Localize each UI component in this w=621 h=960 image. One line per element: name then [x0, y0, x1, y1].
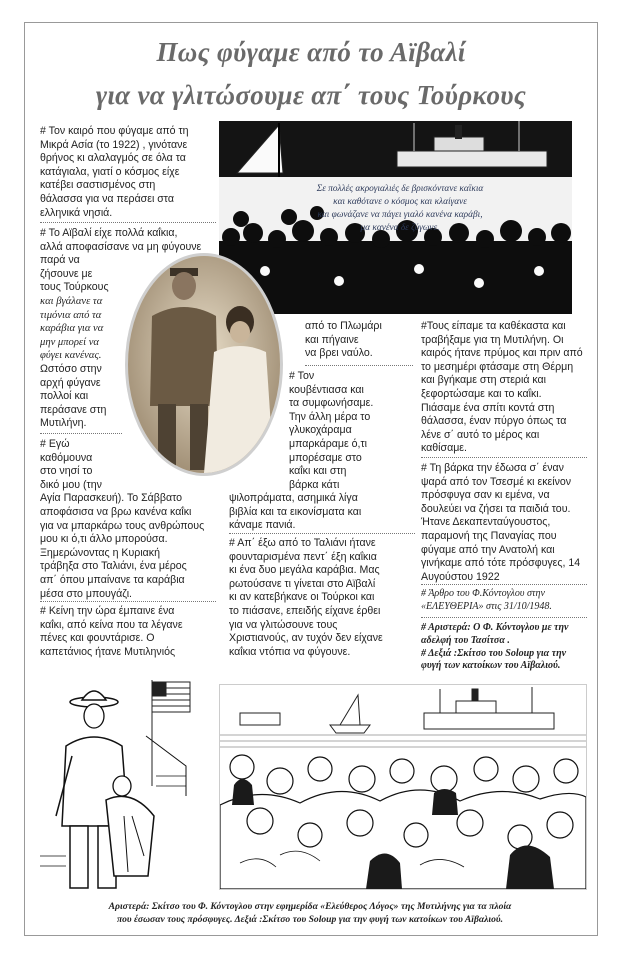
- text-line: κατάγιαλα, γιατί ο κόσμος είχε: [40, 165, 180, 178]
- text-line: κι αν κατεβήκανε οι Τούρκοι και: [229, 591, 375, 604]
- text-line: αλλά αποφασίσανε να μη φύγουνε: [40, 240, 202, 253]
- text-line: φυγή των κατοίκων του Αϊβαλιού.: [421, 660, 561, 672]
- text-line: Την άλλη μέρα το: [289, 410, 371, 423]
- text-line: γλυκοχάραμα: [289, 424, 352, 437]
- text-line: Χριστιανούς, αν τυχόν δεν είχανε: [229, 632, 383, 645]
- divider: [40, 601, 216, 602]
- text-line: για να γλιτώσουνε τους: [229, 618, 338, 631]
- text-line: καΐκια ντόπια να φύγουνε.: [229, 645, 351, 658]
- text-line: Μικρά Ασία (το 1922) , γινότανε: [40, 138, 188, 151]
- text-line: βάρκα κάτι: [289, 478, 340, 491]
- text-line: # Απ΄ έξω από το Ταλιάνι ήτανε: [229, 537, 376, 549]
- caption-line-2: που έσωσαν τους πρόσφυγες. Δεξιά :Σκίτσο του Soloup για την φυγή των κατοίκων του Αϊβαλιού.: [117, 913, 503, 925]
- text-line: τιμόνια από τα: [40, 309, 102, 321]
- text-line: καπετάνιος ήτανε Μυτιληνιός: [40, 645, 176, 658]
- col1-paragraph-2: [40, 227, 218, 431]
- text-line: ρωτούσανε τι γίνεται στο Αϊβαλί: [229, 577, 376, 590]
- col2-paragraph-3: [229, 537, 419, 659]
- text-line: καιρός ήτανε πρύμος και πριν από: [421, 347, 583, 360]
- text-line: πρόσφυγα σαν κι εμένα, να: [421, 489, 550, 502]
- text-line: το μεσημέρι φτάσαμε στη Θέρμη: [421, 360, 574, 373]
- text-line: θάλασσα, έναν πύργο όπως τα: [421, 415, 567, 428]
- text-line: τα συμφωνήσαμε.: [289, 397, 374, 410]
- text-line: και βγάλανε τα: [40, 295, 103, 307]
- col1-paragraph-3: [40, 438, 220, 601]
- text-line: και βγήκαμε στη στεριά και: [421, 374, 547, 387]
- text-line: καθίσαμε.: [421, 442, 467, 455]
- divider: [40, 222, 216, 223]
- text-line: παρά να: [40, 254, 80, 267]
- text-line: βιβλία και τα εικονίσματα και: [229, 505, 362, 518]
- col1-paragraph-4: [40, 605, 220, 659]
- text-line: καΐκι, από κείνα που τα λέγανε: [40, 618, 183, 631]
- bottom-caption: [70, 901, 550, 926]
- text-line: ξεφορτώσαμε και το καΐκι.: [421, 387, 542, 400]
- text-line: τραβήξαμε για τη Μυτιλήνη. Οι: [421, 333, 564, 346]
- text-line: «ΕΛΕΥΘΕΡΙΑ» στις 31/10/1948.: [421, 600, 552, 612]
- text-line: ψαρά από τον Τσεσμέ κι εκείνον: [421, 475, 572, 488]
- text-line: φύγει κανένας.: [40, 350, 102, 362]
- engraving-quote: [232, 183, 568, 235]
- page-title-line-2: για να γλιτώσουμε απ΄ τους Τούρκους: [95, 80, 527, 110]
- text-line: πολλοί και: [40, 390, 89, 403]
- text-line: θάλασσα για να περάσει στα: [40, 192, 174, 205]
- text-line: Ξημερώνοντας η Κυριακή: [40, 546, 160, 559]
- text-line: # Το Αϊβαλί είχε πολλά καΐκια,: [40, 227, 178, 239]
- page-title-line-1: Πως φύγαμε από το Αϊβαλί: [156, 37, 466, 67]
- text-line: # Εγώ: [40, 438, 70, 450]
- text-line: απ΄ όπου μπαίνανε τα καράβια: [40, 573, 185, 586]
- text-line: ζήσουνε με: [40, 267, 93, 280]
- divider: [229, 533, 415, 534]
- text-line: # Κείνη την ώρα έμπαινε ένα: [40, 605, 175, 617]
- text-line: Ωστόσο στην: [40, 362, 102, 375]
- engraving-quote-line: και καθότανε ο κόσμος και κλαίγανε: [333, 197, 467, 207]
- text-line: μπορέσαμε στο: [289, 451, 362, 464]
- text-line: και πήγαινε: [305, 333, 359, 346]
- text-line: # Αριστερά: Ο Φ. Κόντογλου με την: [421, 622, 569, 633]
- text-line: λένε σ΄ αυτό το μέρος και: [421, 428, 540, 441]
- text-line: για να μπαρκάρω τους ανθρώπους: [40, 519, 205, 532]
- text-line: # Τη βάρκα την έδωσα σ΄ έναν: [421, 462, 564, 474]
- text-line: κουβέντιασα και: [289, 383, 364, 396]
- engraving-quote-line: μα κανένα δε ζύγωνε.: [360, 223, 440, 233]
- text-line: Ήτανε Δεκαπενταύγουστος,: [421, 516, 551, 529]
- text-line: καθόμουνα: [40, 451, 93, 464]
- col2-paragraph-2: [289, 370, 415, 492]
- text-line: # Τον καιρό που φύγαμε από τη: [40, 125, 189, 137]
- image-credits-note: [421, 622, 593, 673]
- text-line: γινήκαμε από τότε πρόσφυγες, 14: [421, 557, 581, 570]
- text-line: να βρει ναύλο.: [305, 347, 373, 360]
- text-line: #Τους είπαμε τα καθέκαστα και: [421, 320, 566, 332]
- text-line: ελληνικά νησιά.: [40, 206, 113, 219]
- text-line: το πιάσανε, επειδής είχανε έρθει: [229, 604, 381, 617]
- text-line: κι ένα δυο μεγάλα καράβια. Μας: [229, 564, 380, 577]
- text-line: καράβια για να: [40, 323, 104, 335]
- text-line: παραμονή της Παναγίας που: [421, 529, 557, 542]
- text-line: δικό μου (την: [40, 478, 102, 491]
- text-line: περάσανε στη: [40, 403, 107, 416]
- text-line: Μυτιλήνη.: [40, 417, 87, 430]
- text-line: από το Πλωμάρι: [305, 320, 382, 332]
- text-line: κάναμε πανιά.: [229, 519, 296, 532]
- col3-paragraph-2: [421, 462, 591, 584]
- text-line: # Άρθρο του Φ.Κόντογλου στην: [421, 588, 545, 599]
- text-line: # Δεξιά :Σκίτσο του Soloup για την: [421, 647, 567, 659]
- text-line: αρχή φύγανε: [40, 376, 101, 389]
- col1-paragraph-1: [40, 125, 218, 220]
- text-line: τους Τούρκους: [40, 281, 109, 294]
- text-line: καΐκι και στη: [289, 465, 347, 478]
- engraving-quote-line: Σε πολλές ακρογιαλιές δε βρισκόντανε καΐκια: [316, 184, 484, 194]
- article-source-note: [421, 588, 593, 614]
- col2-paragraph-2-continued: [229, 492, 415, 533]
- col2-paragraph-1: [305, 320, 415, 361]
- divider: [40, 433, 122, 434]
- text-line: μέσα στο μπουγάζι.: [40, 587, 132, 600]
- divider: [421, 617, 587, 618]
- text-line: τράβηξα στο Ταλιάνι, ένα μέρος: [40, 560, 187, 573]
- text-line: Αγία Παρασκευή). Το Σάββατο: [40, 492, 183, 505]
- text-line: Πιάσαμε ένα σπίτι κοντά στη: [421, 401, 555, 414]
- text-line: μπαρκάραμε ό,τι: [289, 437, 367, 450]
- col3-paragraph-1: [421, 320, 591, 456]
- soloup-refugee-crowd-sketch-image: [219, 684, 587, 890]
- divider: [305, 365, 413, 366]
- text-line: πένες και φουντάρισε. Ο: [40, 632, 155, 645]
- caption-line-1: Αριστερά: Σκίτσο του Φ. Κόντογλου στην εφημερίδα «Ελεύθερος Λόγος» της Μυτιλήνης για τα πλοία: [108, 901, 512, 912]
- text-line: μου κι ό,τι άλλο μπορούσα.: [40, 533, 168, 546]
- engraving-quote-line: και φωνάζανε να πάγει γιαλό κανένα καράβι,: [317, 210, 483, 220]
- text-line: αποφάσισα να βρω κανένα καΐκι: [40, 505, 192, 518]
- text-line: ψιλοπράματα, ασημικά λίγα: [229, 492, 358, 504]
- text-line: αδελφή του Τασίτσα .: [421, 634, 510, 646]
- text-line: φουνταρισμένα πεντ΄ έξη καΐκια: [229, 550, 377, 563]
- divider: [421, 584, 587, 585]
- text-line: στο νησί το: [40, 465, 93, 478]
- text-line: # Τον: [289, 370, 315, 382]
- kontoglou-sketch-image: [36, 676, 194, 896]
- text-line: Αυγούστου 1922: [421, 570, 500, 583]
- text-line: μην μπορεί να: [40, 336, 99, 348]
- divider: [421, 457, 587, 458]
- text-line: φύγαμε από την Ανατολή και: [421, 543, 555, 556]
- text-line: θρήνος κι αλαλαγμός σε όλα τα: [40, 152, 186, 165]
- text-line: δουλεύει να ζήσει τα παιδιά του.: [421, 502, 571, 515]
- text-line: κατέβει σαστισμένος στη: [40, 179, 156, 192]
